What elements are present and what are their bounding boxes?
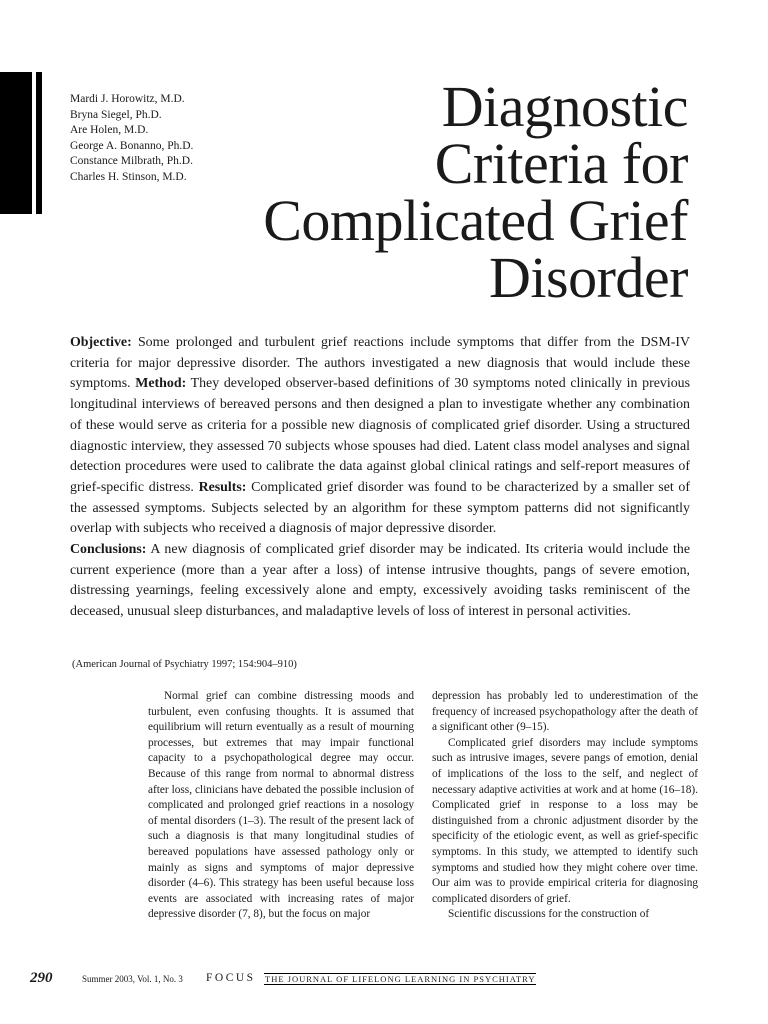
abstract-paragraph	[70, 540, 690, 623]
conclusions-label: Conclusions:	[70, 542, 147, 558]
edge-bar-thin	[36, 72, 42, 214]
edge-bar-thick	[0, 72, 32, 214]
page-number: 290	[30, 970, 53, 986]
author-name: Bryna Siegel, Ph.D.	[70, 108, 162, 121]
journal-name: THE JOURNAL OF LIFELONG LEARNING IN PSYCHIATRY	[265, 974, 536, 984]
author-name: Are Holen, M.D.	[70, 124, 149, 136]
method-label: Method:	[135, 376, 187, 392]
article-title	[263, 74, 688, 310]
title-line: Diagnostic	[441, 74, 688, 139]
abstract-paragraph	[70, 333, 690, 540]
body-column-right	[432, 689, 698, 923]
edge-tab-marker	[0, 72, 44, 214]
conclusions-text: A new diagnosis of complicated grief disorder may be indicated. Its criteria would include the current experience (more than a year after a loss) of intense intrusive thoughts, pangs of severe emotion, distressing yearnings, feeling excessively alone and empty, excessively avoiding tasks reminiscent of the deceased, unusual sleep disturbances, and maladaptive levels of loss of interest in personal activities.	[70, 542, 690, 620]
body-paragraph: Scientific discussions for the construction of	[448, 908, 650, 921]
objective-text: Some prolonged and turbulent grief reactions include symptoms that differ from the DSM-IV criteria for major depressive disorder. The authors investigated a new diagnosis that would include these symptoms.	[70, 335, 690, 392]
objective-label: Objective:	[70, 335, 132, 350]
author-name: Constance Milbrath, Ph.D.	[70, 155, 193, 167]
body-column-left	[148, 689, 414, 923]
journal-logo-text: FOCUS	[206, 972, 256, 984]
author-list	[70, 92, 193, 185]
author-name: George A. Bonanno, Ph.D.	[70, 139, 194, 152]
author-name: Charles H. Stinson, M.D.	[70, 170, 187, 183]
body-paragraph: Complicated grief disorders may include symptoms such as intrusive images, severe pangs of emotion, denial of implications of the loss to the self, and neglect of necessary adaptive activities at work and at home (16–18). Complicated grief in response to a loss may be distinguished from a chronic adjustment disorder by the specificity of the etiologic event, as well as grief-specific symptoms. In this study, we attempted to identify such symptoms and studied how they might cohere over time. Our aim was to provide empirical criteria for diagnosing complicated disorders of grief.	[432, 736, 698, 905]
citation: (American Journal of Psychiatry 1997; 154:904–910)	[72, 659, 297, 670]
body-paragraph: Normal grief can combine distressing moods and turbulent, even confusing thoughts. It is assumed that equilibrium will return eventually as a result of mourning processes, but extremes that may impair functional capacity to a psychopathological degree may occur. Because of this range from normal to abnormal distress after loss, clinicians have debated the possible inclusion of complicated and prolonged grief reactions in a nosology of mental disorders (1–3). The result of the present lack of such a diagnosis is that many longitudinal studies of bereaved populations have assessed pathology only or mainly as signs and symptoms of major depressive disorder (4–6). This strategy has been useful because loss events are associated with increasing rates of major depressive disorder (7, 8), but the focus on major	[148, 690, 414, 921]
results-text: Complicated grief disorder was found to be characterized by a smaller set of the assessed symptoms. Subjects selected by an algorithm for these symptom patterns did not significantly overlap with subjects who received a diagnosis of major depressive disorder.	[70, 479, 690, 537]
results-label: Results:	[198, 479, 247, 495]
author-name: Mardi J. Horowitz, M.D.	[70, 93, 185, 105]
title-line: Disorder	[489, 245, 688, 310]
title-line: Criteria for	[434, 131, 688, 196]
title-line: Complicated Grief	[263, 188, 688, 253]
issue-info: Summer 2003, Vol. 1, No. 3	[82, 974, 183, 984]
body-paragraph-continued: depression has probably led to underestimation of the frequency of increased psychopathology after the death of a significant other (9–15).	[432, 690, 698, 734]
method-text: They developed observer-based definitions of 30 symptoms noted clinically in previous longitudinal interviews of bereaved persons and then designed a plan to investigate whether any combination of these would serve as criteria for a possible new diagnosis of complicated grief disorder. Using a structured diagnostic interview, they assessed 70 subjects whose spouses had died. Latent class model analyses and signal detection procedures were used to calibrate the data against global clinical ratings and self-report measures of grief-specific distress.	[70, 376, 690, 495]
abstract	[70, 333, 690, 623]
